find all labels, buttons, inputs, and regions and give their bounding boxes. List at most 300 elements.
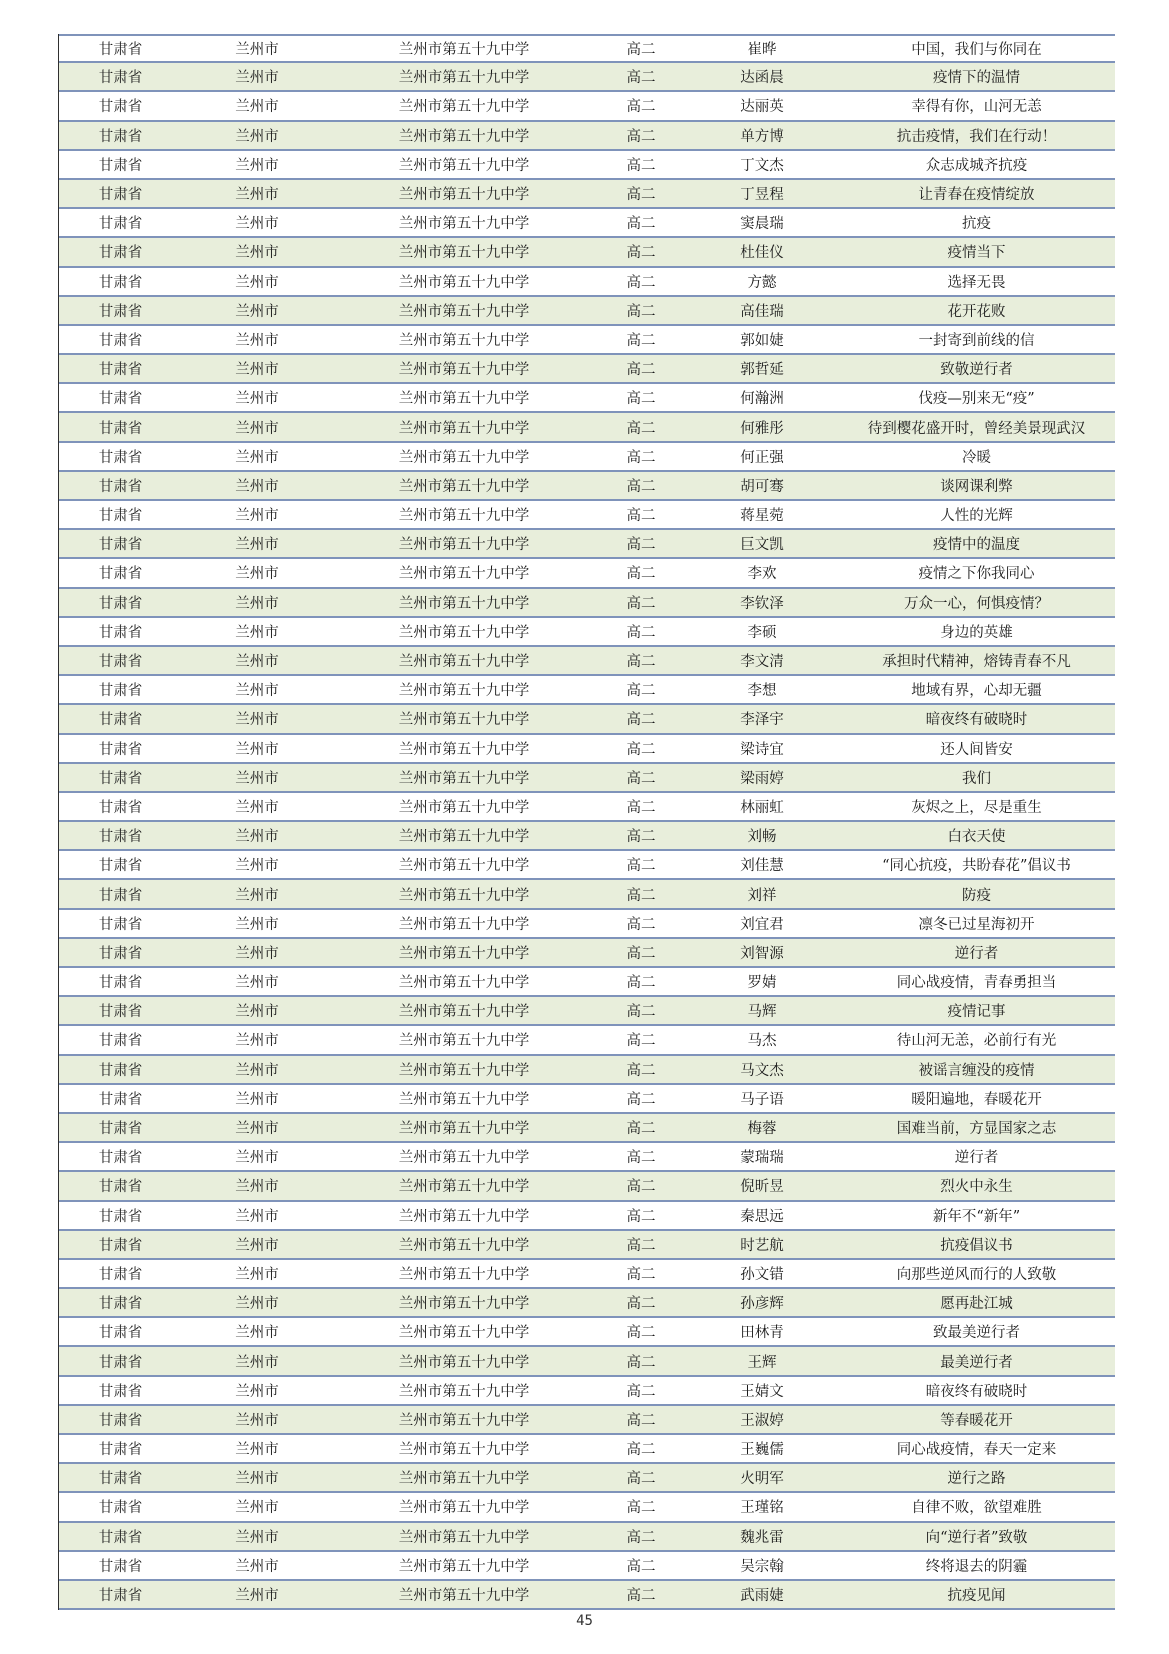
grade-cell: 高二: [626, 478, 656, 495]
table-row: [59, 822, 1115, 851]
school-cell: 兰州市第五十九中学: [398, 245, 530, 262]
grade-cell: 高二: [626, 945, 656, 962]
table-row: [59, 559, 1115, 588]
student-name-cell: 王辉: [747, 1354, 777, 1371]
student-name-cell: 丁文杰: [740, 157, 784, 174]
province-cell: 甘肃省: [98, 916, 143, 933]
essay-title-cell: 中国，我们与你同在: [911, 42, 1042, 59]
province-cell: 甘肃省: [98, 741, 143, 758]
grade-cell: 高二: [626, 508, 656, 525]
essay-title-cell: 我们: [962, 770, 991, 787]
essay-title-cell: 待到樱花盛开时，曾经美景现武汉: [867, 420, 1086, 437]
province-cell: 甘肃省: [98, 654, 143, 671]
school-cell: 兰州市第五十九中学: [398, 624, 530, 641]
essay-title-cell: 一封寄到前线的信: [918, 332, 1035, 349]
city-cell: 兰州市: [235, 1383, 279, 1400]
province-cell: 甘肃省: [98, 1471, 143, 1488]
student-name-cell: 马文杰: [740, 1062, 784, 1079]
student-name-cell: 何正强: [740, 449, 784, 466]
school-cell: 兰州市第五十九中学: [398, 1091, 530, 1108]
table-row: [59, 1552, 1115, 1581]
student-name-cell: 刘祥: [747, 887, 777, 904]
grade-cell: 高二: [626, 712, 656, 729]
province-cell: 甘肃省: [98, 1237, 143, 1254]
city-cell: 兰州市: [235, 216, 279, 233]
table-row: [59, 238, 1115, 267]
school-cell: 兰州市第五十九中学: [398, 1237, 530, 1254]
province-cell: 甘肃省: [98, 537, 143, 554]
city-cell: 兰州市: [235, 1062, 279, 1079]
table-row: [59, 1464, 1115, 1493]
grade-cell: 高二: [626, 245, 656, 262]
student-name-cell: 单方博: [740, 128, 784, 145]
student-name-cell: 李钦泽: [740, 595, 784, 612]
grade-cell: 高二: [626, 42, 656, 59]
province-cell: 甘肃省: [98, 1354, 143, 1371]
student-name-cell: 孙彦辉: [740, 1296, 784, 1313]
essay-title-cell: 致最美逆行者: [933, 1325, 1020, 1342]
essay-title-cell: 疫情当下: [947, 245, 1006, 262]
grade-cell: 高二: [626, 1208, 656, 1225]
grade-cell: 高二: [626, 1558, 656, 1575]
table-row: [59, 1026, 1115, 1055]
province-cell: 甘肃省: [98, 566, 143, 583]
city-cell: 兰州市: [235, 1033, 279, 1050]
table-row: [59, 63, 1115, 92]
city-cell: 兰州市: [235, 654, 279, 671]
province-cell: 甘肃省: [98, 1033, 143, 1050]
student-name-cell: 田林青: [740, 1325, 784, 1342]
table-row: [59, 1318, 1115, 1347]
grade-cell: 高二: [626, 1062, 656, 1079]
student-name-cell: 吴宗翰: [740, 1558, 784, 1575]
city-cell: 兰州市: [235, 858, 279, 875]
school-cell: 兰州市第五十九中学: [398, 654, 530, 671]
essay-title-cell: 待山河无恙，必前行有光: [896, 1033, 1057, 1050]
city-cell: 兰州市: [235, 595, 279, 612]
province-cell: 甘肃省: [98, 770, 143, 787]
grade-cell: 高二: [626, 274, 656, 291]
table-row: [59, 1143, 1115, 1172]
essay-title-cell: 疫情中的温度: [933, 537, 1020, 554]
essay-title-cell: 让青春在疫情绽放: [918, 187, 1035, 204]
city-cell: 兰州市: [235, 1150, 279, 1167]
table-row: [59, 1289, 1115, 1318]
city-cell: 兰州市: [235, 1325, 279, 1342]
table-row: [59, 910, 1115, 939]
table-row: [59, 1231, 1115, 1260]
school-cell: 兰州市第五十九中学: [398, 1471, 530, 1488]
city-cell: 兰州市: [235, 683, 279, 700]
essay-title-cell: 被谣言缠没的疫情: [918, 1062, 1035, 1079]
province-cell: 甘肃省: [98, 70, 143, 87]
province-cell: 甘肃省: [98, 274, 143, 291]
grade-cell: 高二: [626, 449, 656, 466]
city-cell: 兰州市: [235, 187, 279, 204]
school-cell: 兰州市第五十九中学: [398, 216, 530, 233]
province-cell: 甘肃省: [98, 624, 143, 641]
school-cell: 兰州市第五十九中学: [398, 1529, 530, 1546]
city-cell: 兰州市: [235, 1412, 279, 1429]
student-name-cell: 刘畅: [747, 829, 777, 846]
city-cell: 兰州市: [235, 537, 279, 554]
table-row: [59, 501, 1115, 530]
student-name-cell: 李硕: [747, 624, 777, 641]
student-name-cell: 崔晔: [747, 42, 777, 59]
table-row: [59, 676, 1115, 705]
grade-cell: 高二: [626, 916, 656, 933]
province-cell: 甘肃省: [98, 391, 143, 408]
essay-title-cell: 致敬逆行者: [940, 362, 1013, 379]
province-cell: 甘肃省: [98, 1208, 143, 1225]
student-name-cell: 王婧文: [740, 1383, 784, 1400]
city-cell: 兰州市: [235, 1588, 279, 1605]
essay-title-cell: 冷暖: [962, 449, 991, 466]
province-cell: 甘肃省: [98, 799, 143, 816]
school-cell: 兰州市第五十九中学: [398, 1558, 530, 1575]
student-name-cell: 方懿: [747, 274, 777, 291]
table-row: [59, 1202, 1115, 1231]
grade-cell: 高二: [626, 1354, 656, 1371]
grade-cell: 高二: [626, 1588, 656, 1605]
city-cell: 兰州市: [235, 1266, 279, 1283]
province-cell: 甘肃省: [98, 1442, 143, 1459]
table-row: [59, 1523, 1115, 1552]
table-row: [59, 180, 1115, 209]
grade-cell: 高二: [626, 1296, 656, 1313]
school-cell: 兰州市第五十九中学: [398, 1121, 530, 1138]
table-row: [59, 968, 1115, 997]
province-cell: 甘肃省: [98, 128, 143, 145]
province-cell: 甘肃省: [98, 945, 143, 962]
essay-title-cell: 自律不败，欲望难胜: [911, 1500, 1042, 1517]
essay-title-cell: 身边的英雄: [940, 624, 1013, 641]
table-row: [59, 1406, 1115, 1435]
school-cell: 兰州市第五十九中学: [398, 1354, 530, 1371]
city-cell: 兰州市: [235, 916, 279, 933]
province-cell: 甘肃省: [98, 1266, 143, 1283]
student-name-cell: 李文清: [740, 654, 784, 671]
student-name-cell: 马子语: [740, 1091, 784, 1108]
city-cell: 兰州市: [235, 303, 279, 320]
essay-title-cell: 暗夜终有破晓时: [925, 712, 1028, 729]
table-row: [59, 297, 1115, 326]
table-row: [59, 355, 1115, 384]
table-row: [59, 1172, 1115, 1201]
city-cell: 兰州市: [235, 887, 279, 904]
essay-title-cell: 凛冬已过星海初开: [918, 916, 1035, 933]
table-row: [59, 589, 1115, 618]
grade-cell: 高二: [626, 70, 656, 87]
essay-title-cell: 谈网课利弊: [940, 478, 1013, 495]
table-row: [59, 1581, 1115, 1610]
student-name-cell: 倪昕昱: [740, 1179, 784, 1196]
student-name-cell: 梅蓉: [747, 1121, 777, 1138]
grade-cell: 高二: [626, 624, 656, 641]
grade-cell: 高二: [626, 1179, 656, 1196]
city-cell: 兰州市: [235, 624, 279, 641]
table-row: [59, 1493, 1115, 1522]
province-cell: 甘肃省: [98, 187, 143, 204]
student-name-cell: 时艺航: [740, 1237, 784, 1254]
province-cell: 甘肃省: [98, 420, 143, 437]
table-row: [59, 413, 1115, 442]
student-name-cell: 魏兆雷: [740, 1529, 784, 1546]
table-row: [59, 1056, 1115, 1085]
school-cell: 兰州市第五十九中学: [398, 916, 530, 933]
city-cell: 兰州市: [235, 391, 279, 408]
grade-cell: 高二: [626, 595, 656, 612]
essay-title-cell: 新年不“新年”: [932, 1208, 1021, 1225]
essay-title-cell: 烈火中永生: [940, 1179, 1013, 1196]
school-cell: 兰州市第五十九中学: [398, 1062, 530, 1079]
school-cell: 兰州市第五十九中学: [398, 508, 530, 525]
province-cell: 甘肃省: [98, 508, 143, 525]
province-cell: 甘肃省: [98, 1091, 143, 1108]
city-cell: 兰州市: [235, 1442, 279, 1459]
grade-cell: 高二: [626, 99, 656, 116]
essay-title-cell: 白衣天使: [947, 829, 1006, 846]
school-cell: 兰州市第五十九中学: [398, 683, 530, 700]
essay-title-cell: 伐疫—别来无“疫”: [918, 391, 1035, 408]
province-cell: 甘肃省: [98, 829, 143, 846]
school-cell: 兰州市第五十九中学: [398, 1004, 530, 1021]
grade-cell: 高二: [626, 128, 656, 145]
student-name-cell: 达函晨: [740, 70, 784, 87]
city-cell: 兰州市: [235, 1471, 279, 1488]
table-row: [59, 705, 1115, 734]
city-cell: 兰州市: [235, 420, 279, 437]
grade-cell: 高二: [626, 654, 656, 671]
student-name-cell: 何瀚洲: [740, 391, 784, 408]
city-cell: 兰州市: [235, 945, 279, 962]
essay-title-cell: 抗疫倡议书: [940, 1237, 1013, 1254]
table-row: [59, 384, 1115, 413]
table-row: [59, 209, 1115, 238]
table-row: [59, 1260, 1115, 1289]
province-cell: 甘肃省: [98, 1529, 143, 1546]
province-cell: 甘肃省: [98, 1325, 143, 1342]
school-cell: 兰州市第五十九中学: [398, 858, 530, 875]
grade-cell: 高二: [626, 1383, 656, 1400]
student-name-cell: 高佳瑞: [740, 303, 784, 320]
essay-title-cell: 选择无畏: [947, 274, 1006, 291]
table-row: [59, 1435, 1115, 1464]
city-cell: 兰州市: [235, 770, 279, 787]
essay-title-cell: 疫情记事: [947, 1004, 1006, 1021]
student-name-cell: 达丽英: [740, 99, 784, 116]
city-cell: 兰州市: [235, 508, 279, 525]
school-cell: 兰州市第五十九中学: [398, 362, 530, 379]
grade-cell: 高二: [626, 1150, 656, 1167]
city-cell: 兰州市: [235, 1529, 279, 1546]
city-cell: 兰州市: [235, 362, 279, 379]
city-cell: 兰州市: [235, 712, 279, 729]
table-row: [59, 618, 1115, 647]
province-cell: 甘肃省: [98, 683, 143, 700]
grade-cell: 高二: [626, 858, 656, 875]
school-cell: 兰州市第五十九中学: [398, 70, 530, 87]
grade-cell: 高二: [626, 1529, 656, 1546]
essay-title-cell: 愿再赴江城: [940, 1296, 1013, 1313]
province-cell: 甘肃省: [98, 1004, 143, 1021]
province-cell: 甘肃省: [98, 362, 143, 379]
grade-cell: 高二: [626, 1091, 656, 1108]
student-name-cell: 蒋星菀: [740, 508, 784, 525]
school-cell: 兰州市第五十九中学: [398, 274, 530, 291]
grade-cell: 高二: [626, 1121, 656, 1138]
student-name-cell: 王巍儒: [740, 1442, 784, 1459]
essay-title-cell: 暗夜终有破晓时: [925, 1383, 1028, 1400]
province-cell: 甘肃省: [98, 1296, 143, 1313]
student-name-cell: 李欢: [747, 566, 777, 583]
essay-title-cell: 同心战疫情，春天一定来: [896, 1442, 1057, 1459]
page-number: 45: [576, 1613, 593, 1629]
student-name-cell: 刘宜君: [740, 916, 784, 933]
school-cell: 兰州市第五十九中学: [398, 1150, 530, 1167]
table-row: [59, 530, 1115, 559]
city-cell: 兰州市: [235, 70, 279, 87]
city-cell: 兰州市: [235, 1179, 279, 1196]
table-row: [59, 151, 1115, 180]
table-row: [59, 326, 1115, 355]
province-cell: 甘肃省: [98, 1179, 143, 1196]
school-cell: 兰州市第五十九中学: [398, 1383, 530, 1400]
province-cell: 甘肃省: [98, 1150, 143, 1167]
table-row: [59, 939, 1115, 968]
city-cell: 兰州市: [235, 128, 279, 145]
essay-title-cell: 万众一心，何惧疫情？: [904, 595, 1049, 612]
student-name-cell: 刘佳慧: [740, 858, 784, 875]
student-name-cell: 梁雨婷: [740, 770, 784, 787]
school-cell: 兰州市第五十九中学: [398, 1325, 530, 1342]
grade-cell: 高二: [626, 1266, 656, 1283]
city-cell: 兰州市: [235, 1354, 279, 1371]
student-name-cell: 丁昱程: [740, 187, 784, 204]
essay-title-cell: 同心战疫情，青春勇担当: [896, 975, 1057, 992]
province-cell: 甘肃省: [98, 1588, 143, 1605]
table-row: [59, 851, 1115, 880]
essay-title-cell: 终将退去的阴霾: [925, 1558, 1028, 1575]
province-cell: 甘肃省: [98, 245, 143, 262]
school-cell: 兰州市第五十九中学: [398, 1296, 530, 1313]
essay-title-cell: 逆行之路: [947, 1471, 1006, 1488]
table-row: [59, 92, 1115, 121]
table-row: [59, 880, 1115, 909]
award-list-table: [58, 34, 1115, 1610]
school-cell: 兰州市第五十九中学: [398, 157, 530, 174]
province-cell: 甘肃省: [98, 1062, 143, 1079]
school-cell: 兰州市第五十九中学: [398, 128, 530, 145]
province-cell: 甘肃省: [98, 887, 143, 904]
school-cell: 兰州市第五十九中学: [398, 1266, 530, 1283]
essay-title-cell: 抗疫见闻: [947, 1588, 1006, 1605]
student-name-cell: 窦晨瑞: [740, 216, 784, 233]
table-row: [59, 1377, 1115, 1406]
table-row: [59, 647, 1115, 676]
student-name-cell: 武雨婕: [740, 1588, 784, 1605]
city-cell: 兰州市: [235, 1208, 279, 1225]
student-name-cell: 胡可骞: [740, 478, 784, 495]
essay-title-cell: 逆行者: [954, 1150, 999, 1167]
essay-title-cell: “同心抗疫，共盼春花”倡议书: [882, 858, 1071, 875]
city-cell: 兰州市: [235, 1296, 279, 1313]
student-name-cell: 马杰: [747, 1033, 777, 1050]
grade-cell: 高二: [626, 1500, 656, 1517]
school-cell: 兰州市第五十九中学: [398, 595, 530, 612]
school-cell: 兰州市第五十九中学: [398, 1412, 530, 1429]
city-cell: 兰州市: [235, 829, 279, 846]
student-name-cell: 刘智源: [740, 945, 784, 962]
school-cell: 兰州市第五十九中学: [398, 449, 530, 466]
city-cell: 兰州市: [235, 1004, 279, 1021]
student-name-cell: 郭如婕: [740, 332, 784, 349]
school-cell: 兰州市第五十九中学: [398, 799, 530, 816]
table-row: [59, 793, 1115, 822]
province-cell: 甘肃省: [98, 332, 143, 349]
grade-cell: 高二: [626, 362, 656, 379]
school-cell: 兰州市第五十九中学: [398, 887, 530, 904]
school-cell: 兰州市第五十九中学: [398, 712, 530, 729]
student-name-cell: 杜佳仪: [740, 245, 784, 262]
essay-title-cell: 疫情之下你我同心: [918, 566, 1035, 583]
province-cell: 甘肃省: [98, 1558, 143, 1575]
essay-title-cell: 还人间皆安: [940, 741, 1013, 758]
essay-title-cell: 承担时代精神，熔铸青春不凡: [882, 654, 1071, 671]
table-row: [59, 1114, 1115, 1143]
city-cell: 兰州市: [235, 566, 279, 583]
grade-cell: 高二: [626, 1033, 656, 1050]
grade-cell: 高二: [626, 799, 656, 816]
essay-title-cell: 地域有界，心却无疆: [911, 683, 1042, 700]
student-name-cell: 孙文错: [740, 1266, 784, 1283]
school-cell: 兰州市第五十九中学: [398, 391, 530, 408]
city-cell: 兰州市: [235, 245, 279, 262]
student-name-cell: 秦思远: [740, 1208, 784, 1225]
province-cell: 甘肃省: [98, 1383, 143, 1400]
essay-title-cell: 逆行者: [954, 945, 999, 962]
grade-cell: 高二: [626, 975, 656, 992]
student-name-cell: 巨文凯: [740, 537, 784, 554]
grade-cell: 高二: [626, 1325, 656, 1342]
school-cell: 兰州市第五十九中学: [398, 945, 530, 962]
grade-cell: 高二: [626, 1412, 656, 1429]
student-name-cell: 何雅彤: [740, 420, 784, 437]
school-cell: 兰州市第五十九中学: [398, 741, 530, 758]
essay-title-cell: 防疫: [962, 887, 991, 904]
city-cell: 兰州市: [235, 478, 279, 495]
student-name-cell: 李想: [747, 683, 777, 700]
grade-cell: 高二: [626, 157, 656, 174]
school-cell: 兰州市第五十九中学: [398, 332, 530, 349]
city-cell: 兰州市: [235, 449, 279, 466]
city-cell: 兰州市: [235, 1091, 279, 1108]
city-cell: 兰州市: [235, 99, 279, 116]
essay-title-cell: 暖阳遍地，春暖花开: [911, 1091, 1042, 1108]
school-cell: 兰州市第五十九中学: [398, 1500, 530, 1517]
table-row: [59, 443, 1115, 472]
essay-title-cell: 向“逆行者”致敬: [925, 1529, 1028, 1546]
essay-title-cell: 等春暖花开: [940, 1412, 1013, 1429]
city-cell: 兰州市: [235, 799, 279, 816]
grade-cell: 高二: [626, 1471, 656, 1488]
city-cell: 兰州市: [235, 1121, 279, 1138]
essay-title-cell: 人性的光辉: [940, 508, 1013, 525]
school-cell: 兰州市第五十九中学: [398, 478, 530, 495]
school-cell: 兰州市第五十九中学: [398, 537, 530, 554]
province-cell: 甘肃省: [98, 858, 143, 875]
school-cell: 兰州市第五十九中学: [398, 1588, 530, 1605]
